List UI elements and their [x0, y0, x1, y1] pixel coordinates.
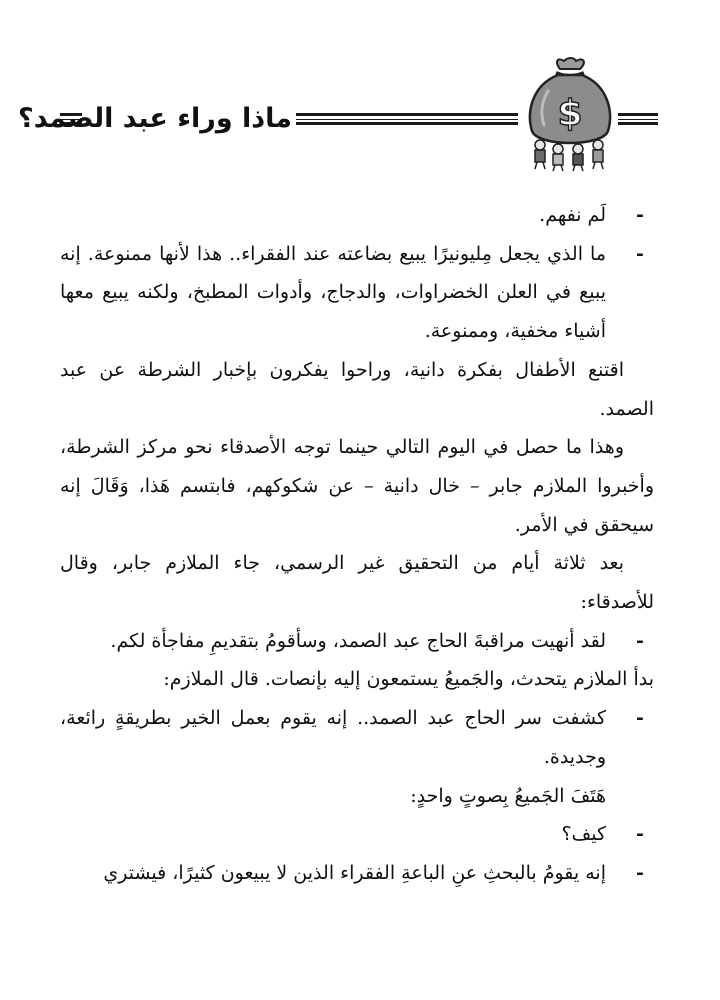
paragraph: بدأ الملازم يتحدث، والجَميعُ يستمعون إليه بإنصات. قال الملازم: [163, 668, 654, 691]
dialogue-line: - ما الذي يجعل مِليونيرًا يبيع بضاعته عند الفقراء.. هذا لأنها ممنوعة. إنه يبيع في العلن الخضراوات، والدجاج، وأدوات المطبخ، ولكنه يبيع معها أشياء مخفية، وممنوعة. [60, 242, 644, 343]
narration-line: هَتَفَ الجَميعُ بِصوتٍ واحدٍ: [410, 784, 606, 807]
header-rule-middle [296, 113, 518, 125]
header-rule-right [618, 113, 658, 125]
chapter-header [18, 55, 680, 175]
dialogue-line: - لقد أنهيت مراقبةَ الحاج عبد الصمد، وسأقومُ بتقديمِ مفاجأة لكم. [110, 629, 644, 652]
paragraph: بعد ثلاثة أيام من التحقيق غير الرسمي، جاء الملازم جابر، وقال للأصدقاء: [60, 552, 654, 614]
dialogue-line: - إنه يقومُ بالبحثِ عنِ الباعةِ الفقراء الذين لا يبيعون كثيرًا، فيشتري [103, 861, 644, 884]
dollar-sign: $ [557, 93, 583, 134]
story-text [60, 196, 654, 893]
dialogue-line: - لَم نفهم. [539, 204, 644, 226]
money-bag-icon [518, 55, 622, 173]
dialogue-line: - كيف؟ [561, 823, 644, 846]
paragraph: اقتنع الأطفال بفكرة دانية، وراحوا يفكرون بإخبار الشرطة عن عبد الصمد. [60, 358, 654, 420]
dialogue-line: - كشفت سر الحاج عبد الصمد.. إنه يقوم بعمل الخير بطريقةٍ رائعة، وجديدة. [60, 707, 644, 768]
paragraph: وهذا ما حصل في اليوم التالي حينما توجه الأصدقاء نحو مركز الشرطة، وأخبروا الملازم جابر – خال دانية – عن شكوكهم، فابتسم هَذا، وَقَالَ إنه سيحقق في الأمر. [60, 436, 654, 536]
chapter-title: ماذا وراء عبد الصمد؟ [18, 103, 292, 134]
